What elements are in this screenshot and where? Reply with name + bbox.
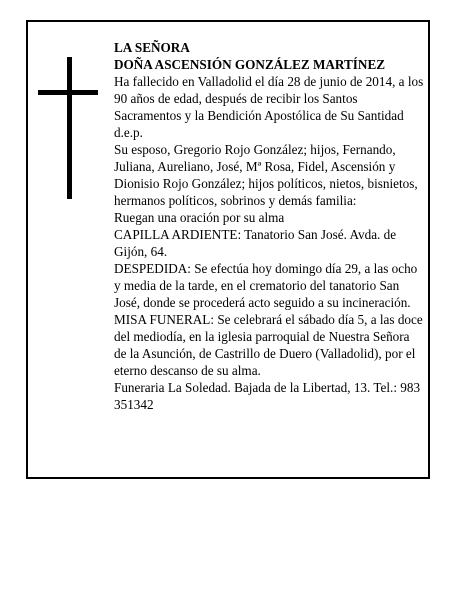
family-list: Su esposo, Gregorio Rojo González; hijos, Fernando, Juliana, Aureliano, José, Mª Rosa, Fidel, Ascensión y Dionisio Rojo González; hijos políticos, nietos, bisnietos, hermanos políticos, sobrinos y demás familia: [114,142,418,208]
notice-text [114,39,424,413]
death-announcement: Ha fallecido en Valladolid el día 28 de junio de 2014, a los 90 años de edad, después de recibir los Santos Sacramentos y la Bendición Apostólica de Su Santidad d.e.p. [114,74,424,140]
deceased-name: DOÑA ASCENSIÓN GONZÁLEZ MARTÍNEZ [114,57,386,72]
chapel-info: CAPILLA ARDIENTE: Tanatorio San José. Avda. de Gijón, 64. [114,227,397,259]
funeral-mass-info: MISA FUNERAL: Se celebrará el sábado día 5, a las doce del mediodía, en la iglesia parroquial de Nuestra Señora de la Asunción, de Castrillo de Duero (Valladolid), por el eterno descanso de su alma. [114,312,423,378]
cross-icon [38,57,98,199]
prayer-request: Ruegan una oración por su alma [114,210,285,225]
obituary-notice [26,20,430,479]
cross-vertical-bar [67,57,72,199]
cross-horizontal-bar [38,90,98,95]
farewell-info: DESPEDIDA: Se efectúa hoy domingo día 29, a las ocho y media de la tarde, en el crematorio del tanatorio San José, donde se procederá acto seguido a su incineración. [114,261,418,310]
funeral-home-info: Funeraria La Soledad. Bajada de la Libertad, 13. Tel.: 983 351342 [114,380,421,412]
title-honorific: LA SEÑORA [114,40,190,55]
